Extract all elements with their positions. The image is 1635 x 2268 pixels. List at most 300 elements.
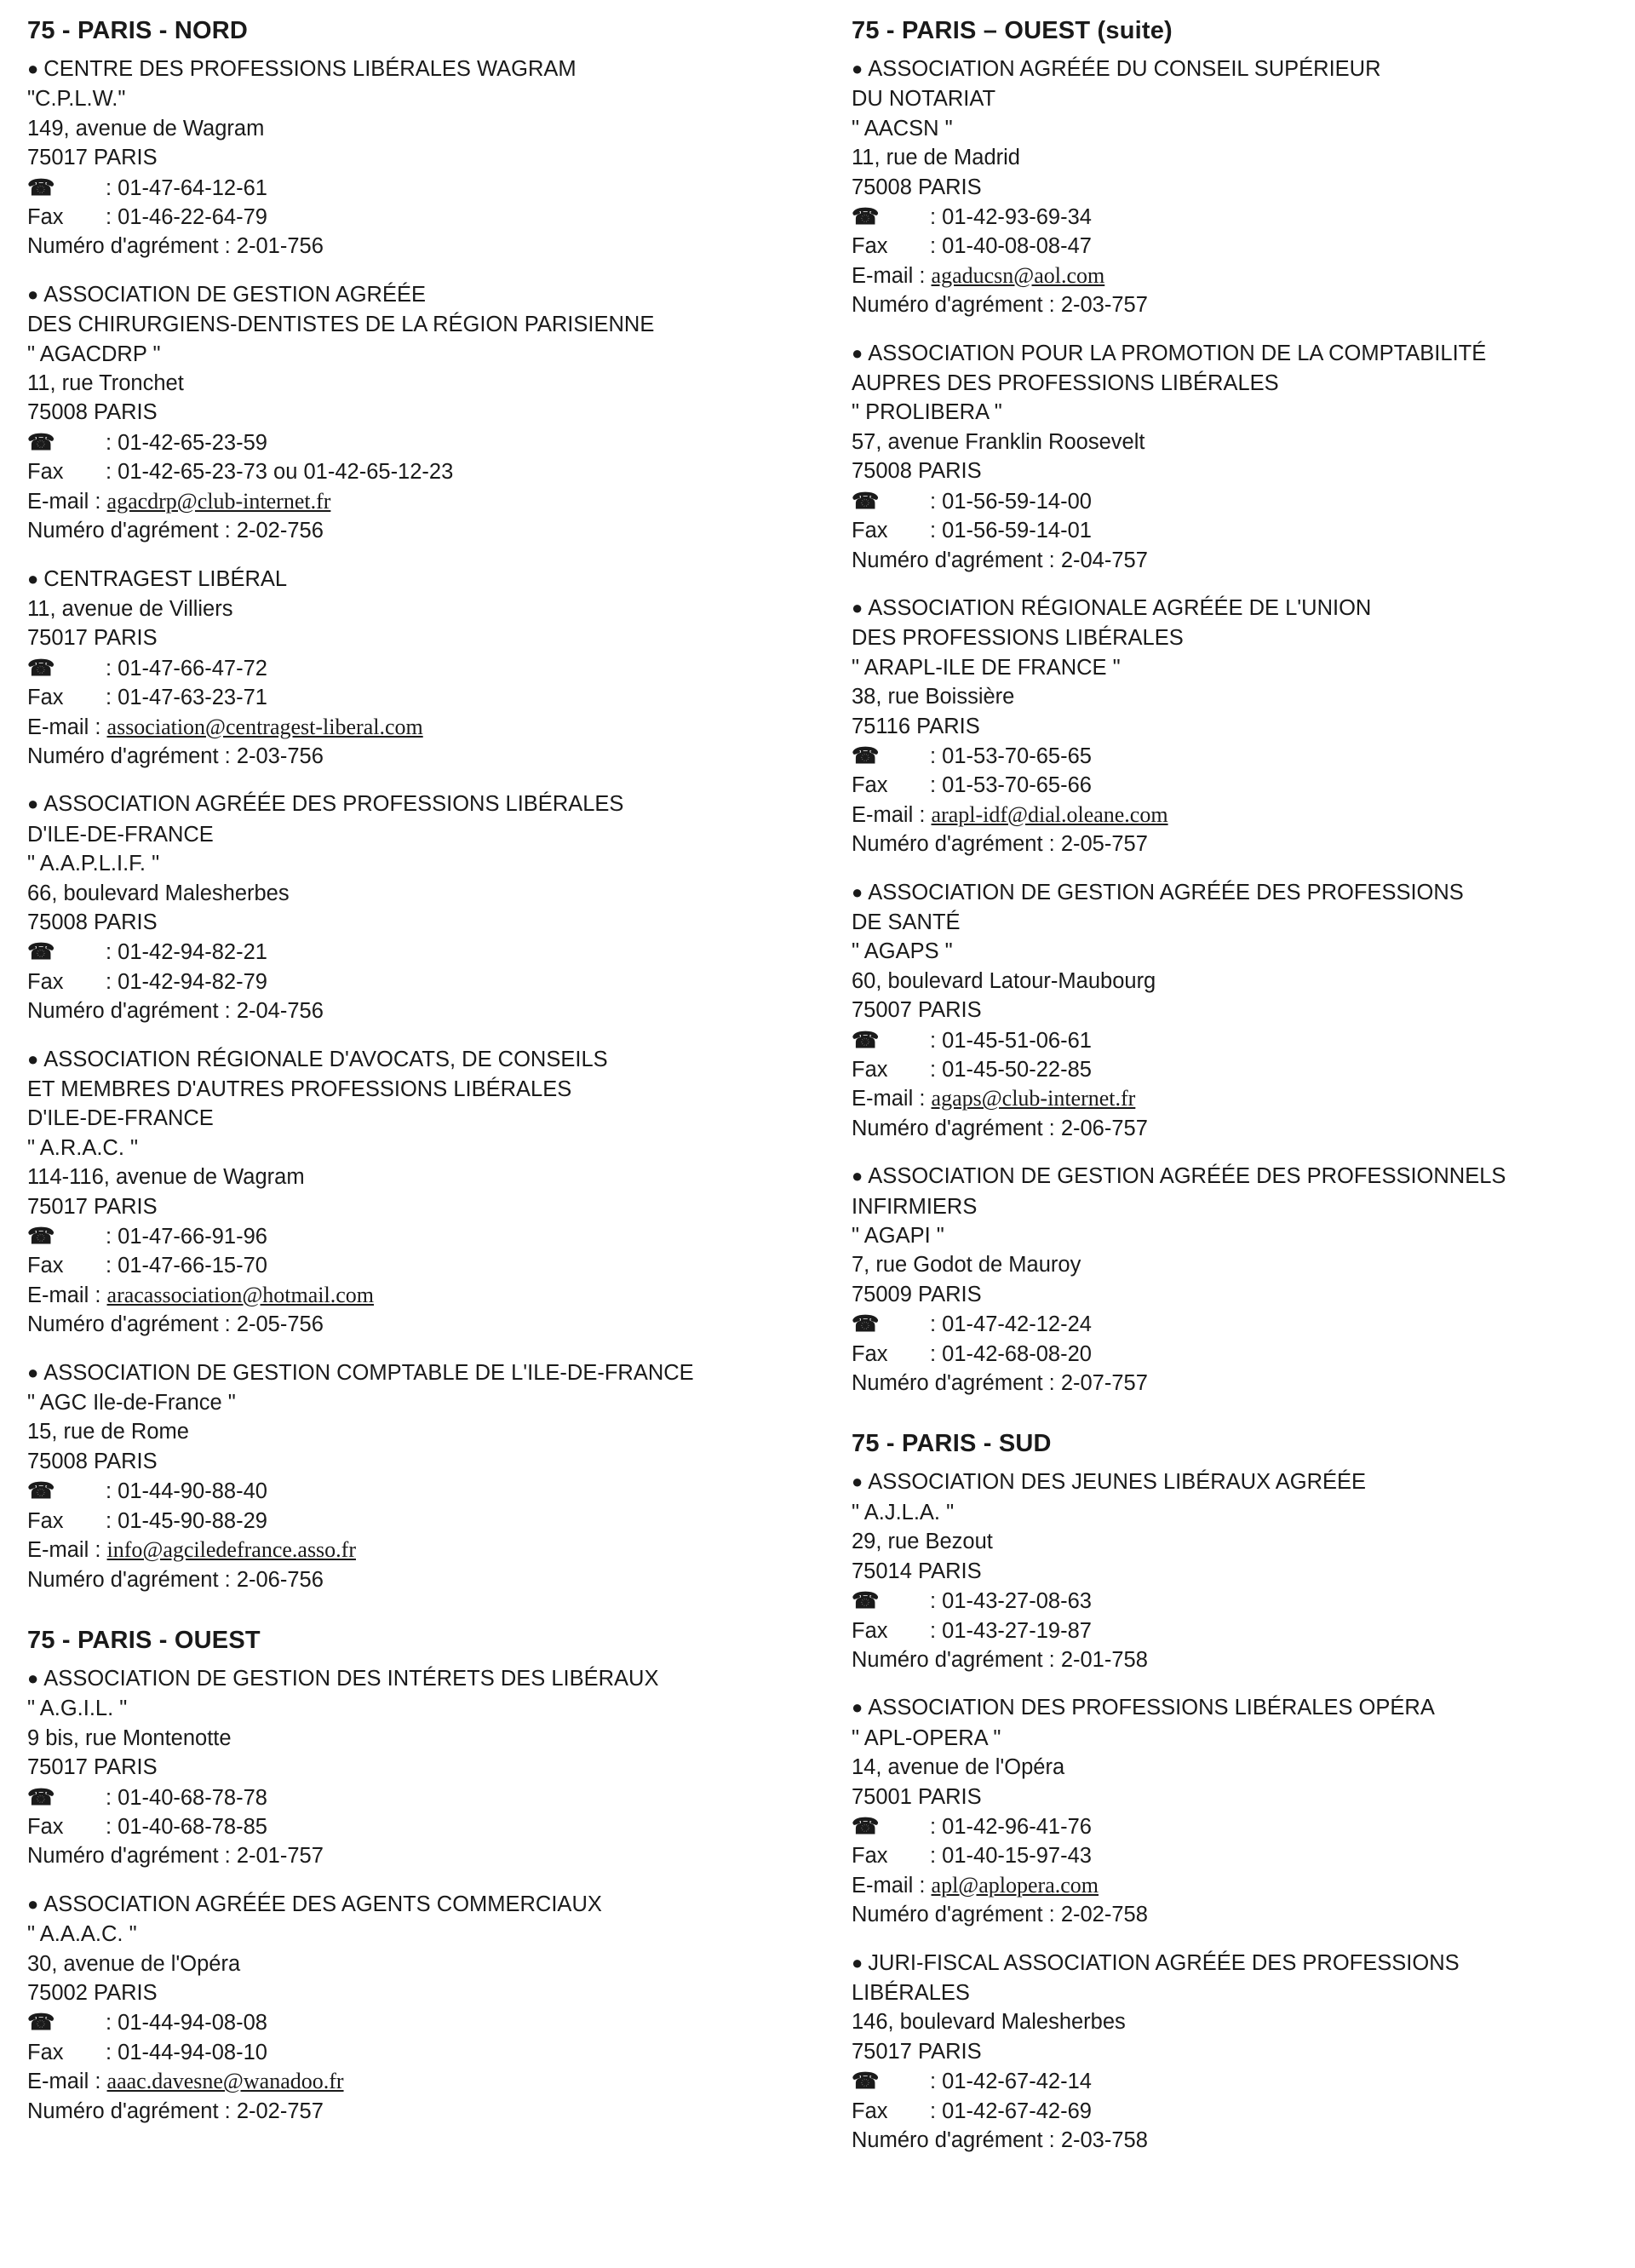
bullet-icon: ● [852, 1697, 863, 1719]
agrement-label: Numéro d'agrément : [852, 1647, 1055, 1672]
fax-number: : 01-40-08-08-47 [930, 234, 1092, 259]
directory-entry [27, 1358, 828, 1594]
phone-number: : 01-42-65-23-59 [106, 430, 267, 455]
phone-number: : 01-47-42-12-24 [930, 1312, 1092, 1337]
association-acronym: " AGAPS " [852, 939, 953, 964]
association-name-text: ASSOCIATION DE GESTION COMPTABLE DE L'ILE-DE-FRANCE [43, 1360, 694, 1385]
left-column [27, 15, 828, 2145]
bullet-icon: ● [852, 1951, 863, 1973]
email-line [852, 1084, 1618, 1113]
bullet-icon: ● [27, 1048, 39, 1070]
phone-icon: ☎ [852, 1026, 880, 1053]
phone-icon: ☎ [27, 428, 55, 455]
association-name-text: ASSOCIATION DE GESTION AGRÉÉE [43, 282, 426, 307]
association-name [852, 1693, 1618, 1723]
bullet-icon: ● [27, 283, 39, 305]
street-address: 57, avenue Franklin Roosevelt [852, 429, 1145, 454]
association-name [27, 1890, 828, 1920]
fax-line [27, 2038, 828, 2067]
phone-number: : 01-44-94-08-08 [106, 2011, 267, 2035]
email-label: E-mail : [27, 2070, 101, 2094]
agrement-number: 2-03-757 [1060, 293, 1148, 318]
phone-line [27, 937, 828, 967]
phone-line [852, 486, 1618, 516]
email-label: E-mail : [27, 1283, 101, 1307]
phone-line [27, 653, 828, 683]
association-name [27, 789, 828, 819]
agrement-line [27, 1310, 828, 1339]
postal-city: 75007 PARIS [852, 998, 982, 1023]
bullet-icon: ● [27, 1361, 39, 1383]
agrement-number: 2-02-756 [236, 519, 324, 543]
postal-city: 75017 PARIS [27, 1755, 158, 1780]
fax-number: : 01-56-59-14-01 [930, 519, 1092, 543]
agrement-number: 2-05-756 [236, 1312, 324, 1337]
phone-icon: ☎ [852, 742, 880, 768]
directory-entry [852, 1467, 1618, 1674]
street-address: 14, avenue de l'Opéra [852, 1755, 1065, 1780]
directory-entry [852, 339, 1618, 575]
postal-city: 75017 PARIS [27, 626, 158, 651]
agrement-line [852, 2126, 1618, 2155]
phone-line [27, 2007, 828, 2037]
fax-number: : 01-40-68-78-85 [106, 1814, 267, 1839]
street-address: 114-116, avenue de Wagram [27, 1165, 305, 1190]
agrement-number: 2-05-757 [1060, 832, 1148, 857]
street-address: 149, avenue de Wagram [27, 116, 265, 141]
phone-icon: ☎ [27, 1223, 55, 1249]
association-name [852, 339, 1618, 369]
bullet-icon: ● [27, 58, 39, 79]
association-name-text: ASSOCIATION DE GESTION DES INTÉRETS DES LIBÉRAUX [43, 1666, 659, 1691]
association-name [27, 820, 828, 849]
agrement-number: 2-06-756 [236, 1567, 324, 1592]
fax-number: : 01-47-63-23-71 [106, 686, 267, 710]
agrement-number: 2-06-757 [1060, 1116, 1148, 1140]
phone-number: : 01-56-59-14-00 [930, 489, 1092, 514]
agrement-line [27, 1841, 828, 1870]
email-link[interactable]: agaducsn@aol.com [931, 262, 1105, 288]
agrement-line [27, 2097, 828, 2126]
association-name [27, 1664, 828, 1694]
email-label: E-mail : [27, 489, 101, 514]
directory-entry [27, 1890, 828, 2126]
agrement-label: Numéro d'agrément : [27, 744, 231, 768]
fax-number: : 01-42-65-23-73 ou 01-42-65-12-23 [106, 460, 454, 485]
postal-city: 75014 PARIS [852, 1559, 982, 1583]
agrement-label: Numéro d'agrément : [27, 1844, 231, 1869]
phone-line [852, 1812, 1618, 1841]
association-acronym: " ARAPL-ILE DE FRANCE " [852, 655, 1121, 680]
phone-icon: ☎ [27, 654, 55, 680]
phone-icon: ☎ [852, 2068, 880, 2094]
phone-icon: ☎ [27, 939, 55, 965]
agrement-label: Numéro d'agrément : [27, 1567, 231, 1592]
association-name-text: ASSOCIATION POUR LA PROMOTION DE LA COMPTABILITÉ [868, 341, 1487, 365]
fax-label: Fax [27, 969, 64, 994]
street-address: 7, rue Godot de Mauroy [852, 1253, 1081, 1278]
association-acronym: " PROLIBERA " [852, 400, 1002, 425]
phone-icon: ☎ [852, 204, 880, 230]
agrement-number: 2-02-757 [236, 2099, 324, 2123]
fax-label: Fax [27, 686, 64, 710]
association-name-text: ASSOCIATION AGRÉÉE DES AGENTS COMMERCIAUX [43, 1892, 602, 1916]
phone-number: : 01-42-67-42-14 [930, 2070, 1092, 2094]
agrement-line [852, 1114, 1618, 1143]
phone-number: : 01-47-64-12-61 [106, 175, 267, 200]
street-address: 66, boulevard Malesherbes [27, 881, 290, 905]
agrement-label: Numéro d'agrément : [852, 832, 1055, 857]
association-name [852, 878, 1618, 908]
association-name-text: ASSOCIATION RÉGIONALE AGRÉÉE DE L'UNION [868, 595, 1372, 620]
association-name [852, 84, 1618, 113]
phone-number: : 01-45-51-06-61 [930, 1028, 1092, 1053]
agrement-label: Numéro d'agrément : [852, 2128, 1055, 2152]
agrement-line [27, 1565, 828, 1594]
association-acronym: "C.P.L.W." [27, 87, 126, 112]
directory-entry [27, 1045, 828, 1340]
email-link[interactable]: info@agciledefrance.asso.fr [106, 1537, 356, 1563]
phone-line [852, 741, 1618, 771]
association-name [27, 1358, 828, 1388]
association-name [852, 1978, 1618, 2007]
directory-entry [852, 1162, 1618, 1398]
agrement-number: 2-01-757 [236, 1844, 324, 1869]
fax-number: : 01-42-94-82-79 [106, 969, 267, 994]
fax-number: : 01-53-70-65-66 [930, 773, 1092, 798]
phone-number: : 01-42-96-41-76 [930, 1814, 1092, 1839]
agrement-label: Numéro d'agrément : [852, 548, 1055, 572]
agrement-number: 2-03-756 [236, 744, 324, 768]
phone-number: : 01-42-94-82-21 [106, 940, 267, 965]
association-name-text: ASSOCIATION DE GESTION AGRÉÉE DES PROFESSIONS [868, 880, 1464, 904]
street-address: 11, rue Tronchet [27, 371, 184, 396]
association-name-text: ET MEMBRES D'AUTRES PROFESSIONS LIBÉRALES [27, 1077, 572, 1101]
directory-entry [852, 594, 1618, 859]
association-name-text: ASSOCIATION RÉGIONALE D'AVOCATS, DE CONSEILS [43, 1047, 608, 1071]
phone-icon: ☎ [27, 174, 55, 200]
association-name-text: INFIRMIERS [852, 1194, 978, 1219]
phone-line [852, 202, 1618, 232]
bullet-icon: ● [27, 793, 39, 815]
fax-number: : 01-43-27-19-87 [930, 1618, 1092, 1643]
section-title: 75 - PARIS - NORD [27, 17, 249, 44]
postal-city: 75116 PARIS [852, 714, 980, 738]
fax-line [852, 1841, 1618, 1870]
phone-icon: ☎ [852, 1311, 880, 1337]
phone-icon: ☎ [27, 2009, 55, 2035]
email-link[interactable]: association@centragest-liberal.com [106, 714, 423, 739]
association-name-text: CENTRE DES PROFESSIONS LIBÉRALES WAGRAM [43, 57, 577, 81]
fax-number: : 01-40-15-97-43 [930, 1844, 1092, 1869]
association-name-text: DES PROFESSIONS LIBÉRALES [852, 626, 1184, 651]
association-name-text: ASSOCIATION DE GESTION AGRÉÉE DES PROFESSIONNELS [868, 1164, 1506, 1189]
agrement-number: 2-01-758 [1060, 1647, 1148, 1672]
email-line [27, 487, 828, 516]
postal-city: 75002 PARIS [27, 1980, 158, 2005]
association-name-text: JURI-FISCAL ASSOCIATION AGRÉÉE DES PROFESSIONS [868, 1950, 1460, 1975]
postal-city: 75008 PARIS [27, 400, 158, 425]
phone-line [27, 173, 828, 203]
postal-city: 75008 PARIS [852, 175, 982, 199]
association-acronym: " AACSN " [852, 116, 953, 141]
association-acronym: " A.G.I.L. " [27, 1697, 128, 1721]
association-name [27, 1075, 828, 1104]
email-line [27, 713, 828, 742]
agrement-number: 2-03-758 [1060, 2128, 1148, 2152]
agrement-line [852, 546, 1618, 575]
section-title: 75 - PARIS – OUEST (suite) [852, 17, 1173, 44]
bullet-icon: ● [27, 567, 39, 589]
fax-line [27, 457, 828, 486]
phone-number: : 01-43-27-08-63 [930, 1589, 1092, 1614]
fax-label: Fax [852, 519, 888, 543]
fax-label: Fax [852, 1058, 888, 1082]
fax-line [27, 967, 828, 996]
bullet-icon: ● [27, 1667, 39, 1689]
bullet-icon: ● [852, 1471, 863, 1493]
email-label: E-mail : [852, 1087, 926, 1111]
street-address: 9 bis, rue Montenotte [27, 1725, 232, 1750]
directory-entry [27, 1664, 828, 1871]
agrement-line [852, 830, 1618, 858]
street-address: 60, boulevard Latour-Maubourg [852, 968, 1156, 993]
association-name-text: LIBÉRALES [852, 1980, 970, 2005]
fax-number: : 01-45-90-88-29 [106, 1508, 267, 1533]
email-label: E-mail : [27, 715, 101, 739]
association-name [852, 1162, 1618, 1191]
fax-line [27, 203, 828, 232]
directory-entry [852, 878, 1618, 1144]
association-name [852, 369, 1618, 398]
fax-number: : 01-42-68-08-20 [930, 1341, 1092, 1366]
email-link[interactable]: apl@aplopera.com [931, 1872, 1099, 1898]
agrement-line [27, 516, 828, 545]
association-acronym: " AGC Ile-de-France " [27, 1391, 236, 1415]
street-address: 15, rue de Rome [27, 1420, 189, 1444]
fax-number: : 01-42-67-42-69 [930, 2099, 1092, 2123]
directory-entry [852, 1949, 1618, 2156]
fax-label: Fax [852, 1341, 888, 1366]
association-name-text: ASSOCIATION AGRÉÉE DES PROFESSIONS LIBÉRALES [43, 792, 624, 817]
association-name [852, 1192, 1618, 1221]
right-column [852, 15, 1618, 2173]
agrement-label: Numéro d'agrément : [27, 2099, 231, 2123]
phone-number: : 01-47-66-91-96 [106, 1225, 267, 1249]
phone-number: : 01-53-70-65-65 [930, 744, 1092, 768]
agrement-label: Numéro d'agrément : [27, 234, 231, 259]
phone-line [852, 1586, 1618, 1616]
bullet-icon: ● [852, 596, 863, 618]
bullet-icon: ● [27, 1892, 39, 1915]
phone-line [27, 1476, 828, 1506]
fax-line [852, 771, 1618, 800]
association-acronym: " A.J.L.A. " [852, 1500, 955, 1524]
association-name [852, 55, 1618, 84]
email-label: E-mail : [852, 802, 926, 827]
directory-entry [27, 280, 828, 546]
fax-label: Fax [27, 205, 64, 230]
postal-city: 75001 PARIS [852, 1784, 982, 1809]
fax-line [27, 683, 828, 712]
agrement-line [852, 290, 1618, 319]
phone-line [852, 2066, 1618, 2096]
association-name [852, 1467, 1618, 1497]
email-label: E-mail : [852, 1873, 926, 1898]
bullet-icon: ● [852, 1165, 863, 1187]
email-link[interactable]: agaps@club-internet.fr [931, 1086, 1136, 1111]
fax-line [852, 1616, 1618, 1645]
directory-entry [852, 1693, 1618, 1929]
association-acronym: " AGACDRP " [27, 342, 161, 366]
street-address: 146, boulevard Malesherbes [852, 2010, 1126, 2035]
postal-city: 75008 PARIS [27, 910, 158, 934]
fax-line [852, 1340, 1618, 1369]
street-address: 11, rue de Madrid [852, 146, 1020, 170]
email-link[interactable]: agacdrp@club-internet.fr [106, 488, 331, 514]
phone-icon: ☎ [852, 1588, 880, 1614]
directory-entry [27, 55, 828, 261]
association-acronym: " A.A.A.C. " [27, 1922, 137, 1947]
street-address: 29, rue Bezout [852, 1530, 993, 1554]
street-address: 30, avenue de l'Opéra [27, 1951, 241, 1976]
email-line [27, 1281, 828, 1310]
association-name-text: D'ILE-DE-FRANCE [27, 822, 214, 847]
phone-number: : 01-44-90-88-40 [106, 1479, 267, 1504]
email-link[interactable]: arapl-idf@dial.oleane.com [931, 801, 1168, 827]
agrement-line [27, 742, 828, 771]
agrement-label: Numéro d'agrément : [852, 293, 1055, 318]
association-name [27, 1104, 828, 1133]
association-name [27, 55, 828, 84]
fax-line [27, 1507, 828, 1536]
email-link[interactable]: aaac.davesne@wanadoo.fr [106, 2069, 344, 2094]
directory-entry [27, 789, 828, 1025]
agrement-number: 2-07-757 [1060, 1371, 1148, 1396]
fax-label: Fax [27, 1814, 64, 1839]
section-title: 75 - PARIS - OUEST [27, 1626, 261, 1654]
postal-city: 75009 PARIS [852, 1282, 982, 1306]
association-name [27, 310, 828, 339]
fax-line [27, 1251, 828, 1280]
agrement-label: Numéro d'agrément : [27, 999, 231, 1024]
email-line [852, 1871, 1618, 1900]
phone-icon: ☎ [852, 1812, 880, 1839]
agrement-line [27, 996, 828, 1025]
association-name-text: D'ILE-DE-FRANCE [27, 1106, 214, 1131]
postal-city: 75008 PARIS [852, 459, 982, 484]
email-line [27, 1536, 828, 1565]
fax-line [852, 232, 1618, 261]
agrement-line [27, 232, 828, 261]
agrement-label: Numéro d'agrément : [852, 1116, 1055, 1140]
agrement-number: 2-04-757 [1060, 548, 1148, 572]
email-line [852, 261, 1618, 290]
association-name [27, 280, 828, 310]
association-acronym: " A.R.A.C. " [27, 1135, 139, 1160]
fax-number: : 01-44-94-08-10 [106, 2040, 267, 2064]
association-name [852, 1949, 1618, 1978]
agrement-label: Numéro d'agrément : [852, 1903, 1055, 1927]
directory-entry [852, 55, 1618, 320]
association-name-text: AUPRES DES PROFESSIONS LIBÉRALES [852, 371, 1279, 396]
agrement-label: Numéro d'agrément : [852, 1371, 1055, 1396]
agrement-number: 2-01-756 [236, 234, 324, 259]
agrement-number: 2-04-756 [236, 999, 324, 1024]
association-name [852, 908, 1618, 937]
email-line [27, 2067, 828, 2096]
postal-city: 75017 PARIS [27, 1194, 158, 1219]
phone-line [852, 1309, 1618, 1339]
phone-icon: ☎ [852, 487, 880, 514]
association-acronym: " AGAPI " [852, 1224, 944, 1249]
email-label: E-mail : [27, 1538, 101, 1563]
bullet-icon: ● [852, 58, 863, 79]
association-acronym: " A.A.P.L.I.F. " [27, 852, 160, 876]
association-name-text: CENTRAGEST LIBÉRAL [43, 566, 288, 591]
fax-number: : 01-46-22-64-79 [106, 205, 267, 230]
fax-label: Fax [27, 2040, 64, 2064]
agrement-number: 2-02-758 [1060, 1903, 1148, 1927]
fax-line [27, 1812, 828, 1841]
association-name-text: ASSOCIATION AGRÉÉE DU CONSEIL SUPÉRIEUR [868, 57, 1381, 81]
section-title: 75 - PARIS - SUD [852, 1430, 1052, 1458]
phone-line [27, 1783, 828, 1812]
agrement-line [852, 1900, 1618, 1929]
fax-line [852, 1055, 1618, 1084]
association-name-text: ASSOCIATION DES PROFESSIONS LIBÉRALES OPÉRA [868, 1696, 1435, 1720]
association-name-text: ASSOCIATION DES JEUNES LIBÉRAUX AGRÉÉE [868, 1470, 1367, 1495]
email-line [852, 801, 1618, 830]
fax-label: Fax [27, 460, 64, 485]
postal-city: 75017 PARIS [27, 146, 158, 170]
email-link[interactable]: aracassociation@hotmail.com [106, 1282, 374, 1307]
association-name [852, 594, 1618, 623]
fax-label: Fax [852, 1618, 888, 1643]
association-acronym: " APL-OPERA " [852, 1725, 1001, 1750]
postal-city: 75017 PARIS [852, 2039, 982, 2064]
fax-label: Fax [852, 773, 888, 798]
association-name-text: DE SANTÉ [852, 910, 961, 934]
association-name [852, 623, 1618, 652]
fax-label: Fax [27, 1254, 64, 1278]
association-name-text: DES CHIRURGIENS-DENTISTES DE LA RÉGION PARISIENNE [27, 313, 655, 337]
bullet-icon: ● [852, 881, 863, 903]
phone-line [27, 428, 828, 457]
phone-number: : 01-47-66-47-72 [106, 656, 267, 680]
fax-label: Fax [852, 1844, 888, 1869]
association-name [27, 1045, 828, 1075]
fax-label: Fax [852, 234, 888, 259]
fax-number: : 01-45-50-22-85 [930, 1058, 1092, 1082]
phone-number: : 01-42-93-69-34 [930, 205, 1092, 230]
street-address: 38, rue Boissière [852, 685, 1015, 709]
fax-line [852, 2097, 1618, 2126]
phone-line [27, 1221, 828, 1251]
association-name-text: DU NOTARIAT [852, 87, 996, 112]
phone-line [852, 1025, 1618, 1055]
agrement-line [852, 1369, 1618, 1398]
street-address: 11, avenue de Villiers [27, 596, 233, 621]
phone-icon: ☎ [27, 1478, 55, 1504]
phone-icon: ☎ [27, 1783, 55, 1810]
agrement-line [852, 1645, 1618, 1674]
agrement-label: Numéro d'agrément : [27, 519, 231, 543]
association-name [27, 565, 828, 594]
postal-city: 75008 PARIS [27, 1449, 158, 1473]
email-label: E-mail : [852, 263, 926, 288]
phone-number: : 01-40-68-78-78 [106, 1785, 267, 1810]
